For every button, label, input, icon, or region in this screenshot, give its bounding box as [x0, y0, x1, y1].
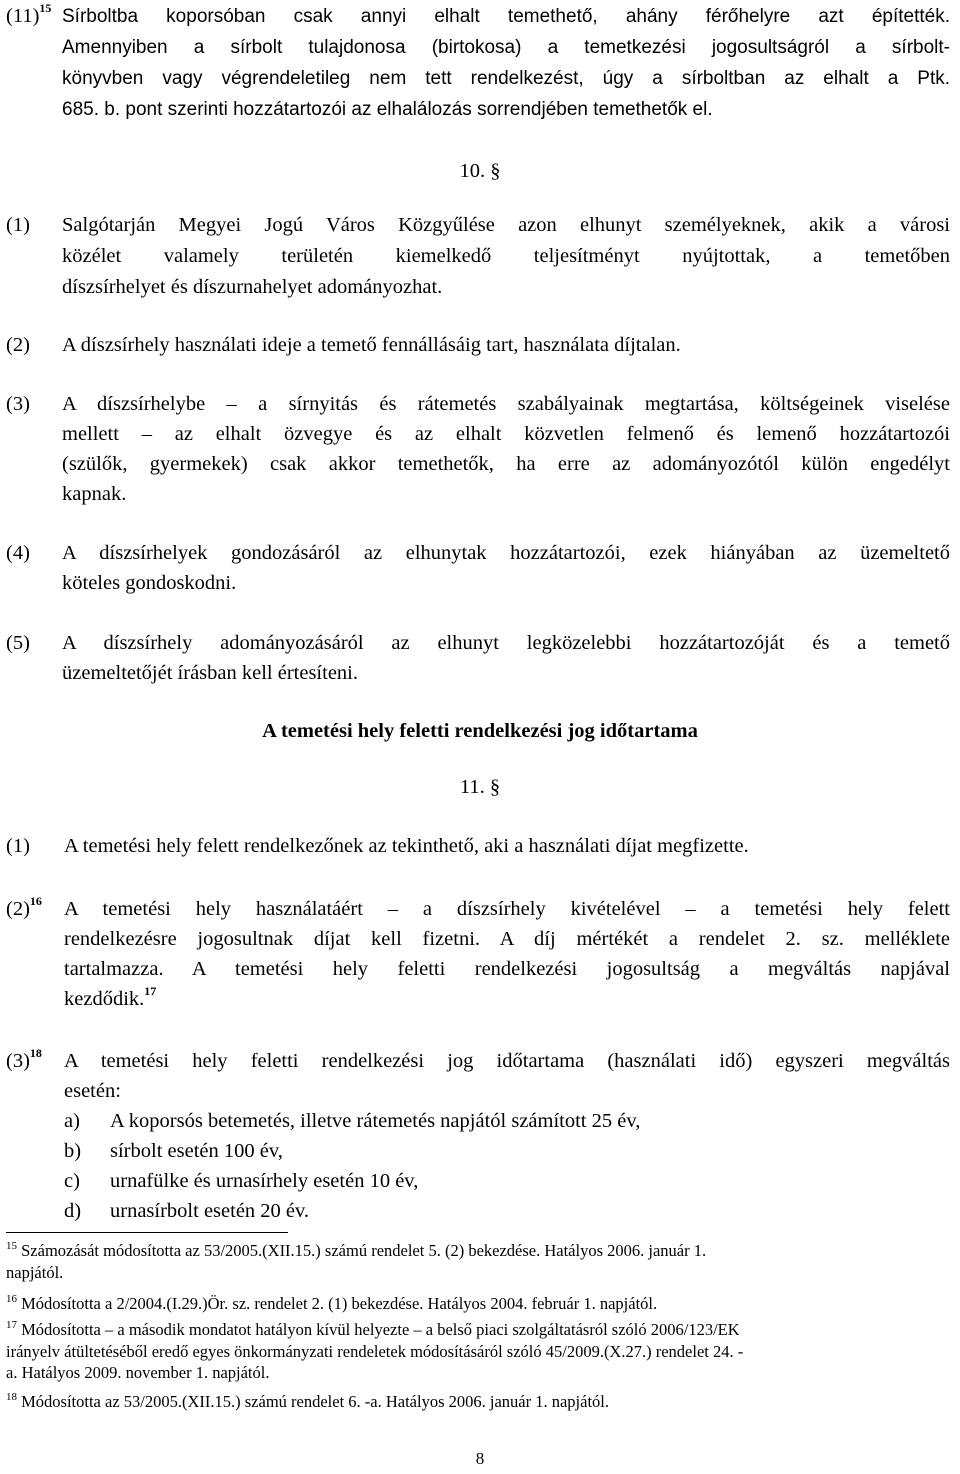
footnote-18	[6, 1391, 950, 1413]
text-line: díszsírhelyet és díszurnahelyet adományozhat.	[62, 276, 443, 298]
text-line: Sírboltba koporsóban csak annyi elhalt temethető, ahány férőhelyre azt építették.	[62, 6, 950, 27]
paragraph-label: (3)	[6, 1050, 30, 1072]
footnote-text: Módosította a 2/2004.(I.29.)Ör. sz. rendelet 2. (1) bekezdése. Hatályos 2004. február 1. napjától.	[21, 1294, 658, 1313]
text-line: mellett – az elhalt özvegye és az elhalt közvetlen felmenő és lemenő hozzátartozói	[62, 423, 950, 445]
section-10-title: 10. §	[459, 160, 501, 182]
paragraph-label: (5)	[6, 632, 30, 654]
list-item-text: sírbolt esetén 100 év,	[110, 1140, 283, 1162]
paragraph-label: (11)	[6, 5, 40, 27]
text-line: tartalmazza. A temetési hely feletti rendelkezési jogosultság a megváltás napjával	[64, 958, 950, 980]
footnote-15	[6, 1240, 950, 1283]
text-line: A temetési hely feletti rendelkezési jog időtartama (használati idő) egyszeri megváltás	[64, 1050, 950, 1072]
text-line: köteles gondoskodni.	[62, 572, 237, 594]
footnote-number: 15	[6, 1239, 17, 1252]
footnote-ref: 16	[29, 894, 42, 909]
text-line: (szülők, gyermekek) csak akkor temethetők, ha erre az adományozótól külön engedélyt	[62, 453, 950, 475]
text-line: A díszsírhelybe – a sírnyitás és rátemetés szabályainak megtartása, költségeinek viselése	[62, 393, 950, 415]
text-line: üzemeltetőjét írásban kell értesíteni.	[62, 662, 358, 684]
footnote-number: 16	[6, 1292, 17, 1305]
list-item-text: urnafülke és urnasírhely esetén 10 év,	[110, 1170, 419, 1192]
text-line: rendelkezésre jogosultnak díjat kell fizetni. A díj mértékét a rendelet 2. sz. melléklete	[64, 928, 950, 950]
text-line: A díszsírhelyek gondozásáról az elhunytak hozzátartozói, ezek hiányában az üzemeltető	[62, 542, 950, 564]
text-line: kezdődik.	[64, 988, 145, 1010]
text-line: A díszsírhely használati ideje a temető fennállásáig tart, használata díjtalan.	[62, 334, 681, 356]
footnote-number: 17	[6, 1318, 17, 1331]
paragraph-label: (2)	[6, 334, 30, 356]
list-item-text: urnasírbolt esetén 20 év.	[110, 1200, 310, 1222]
footnote-ref: 18	[29, 1046, 42, 1061]
section-sign-icon: §	[490, 160, 501, 182]
paragraph-label: (1)	[6, 214, 30, 236]
paragraph-label: (3)	[6, 393, 30, 415]
text-line: 685. b. pont szerinti hozzátartozói az elhalálozás sorrendjében temethetők el.	[62, 99, 713, 120]
footnote-text: Módosította az 53/2005.(XII.15.) számú rendelet 6. -a. Hatályos 2006. január 1. napjától.	[21, 1392, 610, 1411]
list-item-label: a)	[64, 1110, 80, 1132]
footnote-number: 18	[6, 1390, 17, 1403]
paragraph-label: (2)	[6, 898, 30, 920]
section-sign-icon: §	[489, 776, 501, 798]
text-line: esetén:	[64, 1080, 121, 1102]
section-11-title: 11. §	[459, 776, 501, 798]
page-number: 8	[475, 1449, 485, 1468]
footnote-text: irányelv átültetéséből eredő egyes önkormányzati rendeletek módosításáról szóló 45/2009.(X.27.) rendelet 24. -	[6, 1341, 744, 1361]
section-heading: A temetési hely feletti rendelkezési jog időtartama	[262, 720, 698, 742]
footnote-ref: 15	[39, 1, 52, 16]
text-line: kapnak.	[62, 483, 127, 505]
list-item-label: c)	[64, 1170, 80, 1192]
paragraph-label: (4)	[6, 542, 30, 564]
text-line: A díszsírhely adományozásáról az elhunyt legközelebbi hozzátartozóját és a temető	[62, 632, 950, 654]
text-line: A temetési hely felett rendelkezőnek az tekinthető, aki a használati díjat megfizette.	[64, 835, 749, 857]
paragraph-label: (1)	[6, 835, 30, 857]
text-line: Salgótarján Megyei Jogú Város Közgyűlése azon elhunyt személyeknek, akik a városi	[62, 214, 950, 236]
text-line: közélet valamely területén kiemelkedő teljesítményt nyújtottak, a temetőben	[62, 245, 950, 267]
footnote-separator	[6, 1232, 288, 1233]
list-item-label: b)	[64, 1140, 82, 1162]
footnote-17	[6, 1319, 950, 1384]
text-line: A temetési hely használatáért – a díszsírhely kivételével – a temetési hely felett	[64, 898, 950, 920]
footnote-text: napjától.	[6, 1262, 64, 1282]
footnote-16	[6, 1293, 950, 1315]
footnote-text: Módosította – a második mondatot hatályon kívül helyezte – a belső piaci szolgáltatásról szóló 2006/123/EK	[21, 1320, 740, 1339]
list-item-text: A koporsós betemetés, illetve rátemetés napjától számított 25 év,	[110, 1110, 641, 1132]
footnote-ref: 17	[144, 984, 157, 999]
footnote-text: Számozását módosította az 53/2005.(XII.15.) számú rendelet 5. (2) bekezdése. Hatályos 2006. január 1.	[21, 1241, 707, 1260]
text-line: könyvben vagy végrendeletileg nem tett rendelkezést, úgy a sírboltban az elhalt a Ptk.	[62, 68, 950, 89]
list-item-label: d)	[64, 1200, 82, 1222]
footnote-text: a. Hatályos 2009. november 1. napjától.	[6, 1363, 270, 1382]
text-line: Amennyiben a sírbolt tulajdonosa (birtokosa) a temetkezési jogosultságról a sírbolt-	[62, 37, 950, 58]
